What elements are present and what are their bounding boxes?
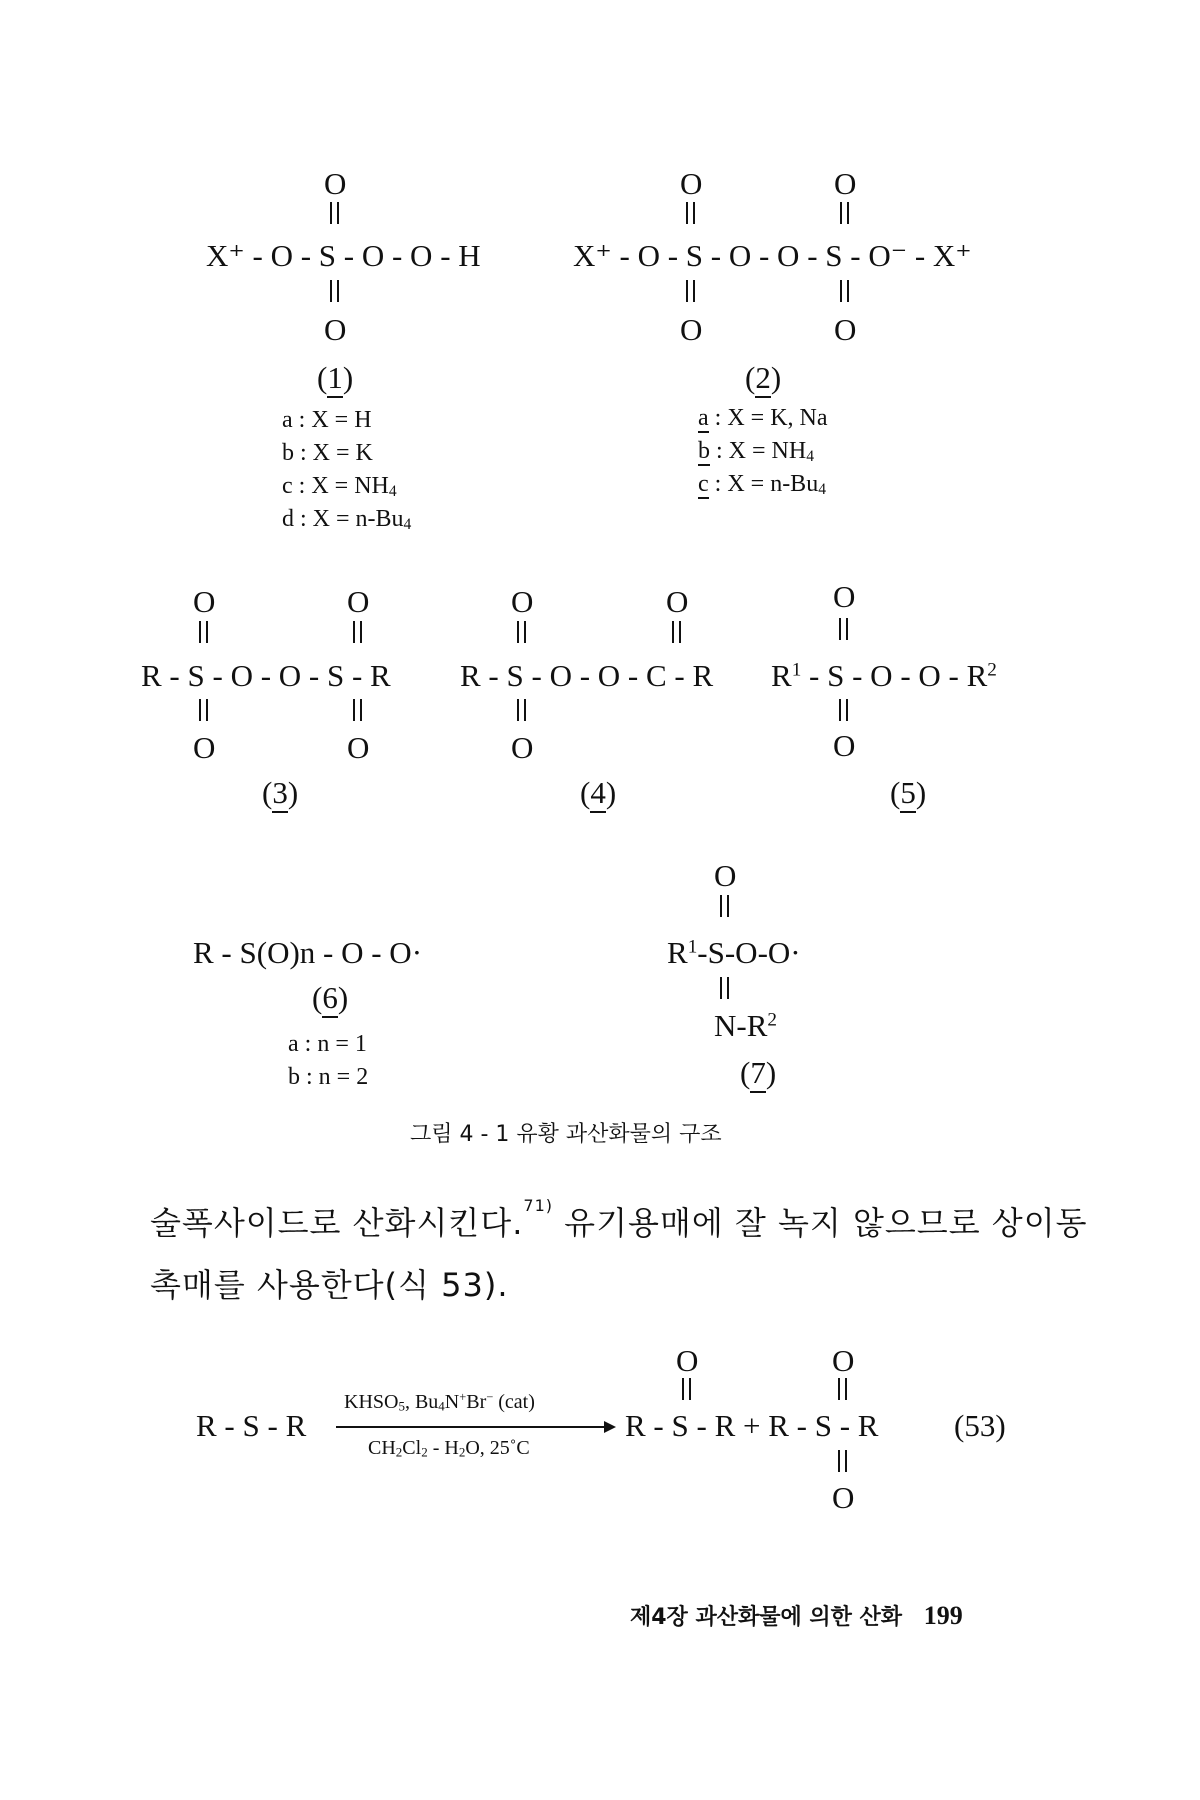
eq-condition-top: KHSO5, Bu4N+Br− (cat) [344, 1390, 535, 1414]
page-number: 199 [923, 1601, 963, 1630]
page-footer [630, 1600, 963, 1631]
s2-double-bond-top-1 [686, 202, 695, 224]
s7-compound-number: (7) [740, 1057, 776, 1088]
s1-variant-c: c : X = NH4 [282, 473, 397, 501]
reference-superscript: 71) [523, 1196, 553, 1215]
s2-double-bond-bottom-2 [840, 280, 849, 302]
eq-condition-bottom: CH2Cl2 - H2O, 25˚C [368, 1437, 530, 1460]
s6-variant-a: a : n = 1 [288, 1031, 367, 1057]
s1-variant-d: d : X = n-Bu4 [282, 506, 412, 534]
s5-double-bond-bottom [839, 699, 848, 721]
s3-double-bond-bottom-1 [199, 699, 208, 721]
s3-double-bond-top-1 [199, 621, 208, 643]
eq-product2-oxygen-top: O [832, 1343, 855, 1378]
s7-formula-line: $R^1-S-O-O\cdot$ [667, 935, 801, 970]
figure-caption: 그림 4 - 1 유황 과산화물의 구조 [410, 1122, 722, 1147]
s3-oxygen-bottom-2: O [347, 730, 370, 765]
s2-compound-number: (2) [745, 362, 781, 393]
s7-oxygen-top: O [714, 858, 737, 893]
s5-oxygen-top: O [833, 579, 856, 614]
s5-oxygen-bottom: O [833, 728, 856, 763]
s3-oxygen-bottom-1: O [193, 730, 216, 765]
s5-double-bond-top [839, 618, 848, 640]
equation-number: (53) [954, 1408, 1006, 1443]
eq-product1-oxygen-top: O [676, 1343, 699, 1378]
s1-oxygen-bottom: O [324, 312, 347, 347]
eq-reactant: R - S - R [196, 1408, 307, 1443]
eq-products: R - S - R + R - S - R [625, 1408, 879, 1443]
s2-double-bond-top-2 [840, 202, 849, 224]
s1-compound-number: (1) [317, 362, 353, 393]
s3-formula-line: R - S - O - O - S - R [141, 658, 391, 693]
s7-double-bond-bottom [720, 977, 729, 999]
s4-oxygen-top-2: O [666, 584, 689, 619]
s4-double-bond-top-2 [672, 621, 681, 643]
s4-formula-line: R - S - O - O - C - R [460, 658, 714, 693]
s2-variant-b: b : X = NH4 [698, 438, 814, 466]
chapter-title: 제4장 과산화물에 의한 산화 [630, 1605, 903, 1630]
s3-double-bond-top-2 [353, 621, 362, 643]
reaction-arrow-head [604, 1421, 616, 1433]
body-paragraph-line-2: 촉매를 사용한다(식 53). [150, 1266, 509, 1304]
eq-product1-double-bond [682, 1378, 691, 1400]
s2-variant-a: a : X = K, Na [698, 405, 828, 431]
s3-compound-number: (3) [262, 777, 298, 808]
s2-formula-line: X⁺ - O - S - O - O - S - O⁻ - X⁺ [573, 238, 972, 273]
s2-double-bond-bottom-1 [686, 280, 695, 302]
s7-double-bond-top [720, 895, 729, 917]
s2-oxygen-top-2: O [834, 166, 857, 201]
s6-compound-number: (6) [312, 982, 348, 1013]
s3-oxygen-top-1: O [193, 584, 216, 619]
s4-oxygen-bottom: O [511, 730, 534, 765]
s1-oxygen-top: O [324, 166, 347, 201]
s2-oxygen-bottom-1: O [680, 312, 703, 347]
s1-variant-b: b : X = K [282, 440, 373, 466]
s1-variant-a: a : X = H [282, 407, 372, 433]
s2-variant-c: c : X = n-Bu4 [698, 471, 826, 499]
s4-oxygen-top-1: O [511, 584, 534, 619]
s5-formula-line: $R^1$ - S - O - O - $R^2$ [771, 658, 997, 693]
s3-double-bond-bottom-2 [353, 699, 362, 721]
s1-formula-line: X⁺ - O - S - O - O - H [206, 238, 481, 273]
s2-oxygen-top-1: O [680, 166, 703, 201]
s6-formula-line: R - S(O)n - O - O· [193, 935, 423, 970]
eq-product2-double-bond-bottom [838, 1450, 847, 1472]
s4-compound-number: (4) [580, 777, 616, 808]
body-paragraph-line-1: 술폭사이드로 산화시킨다.$^{71)}$ 유기용매에 잘 녹지 않으므로 상이동 [150, 1196, 1088, 1242]
eq-product2-oxygen-bottom: O [832, 1480, 855, 1515]
reaction-arrow-shaft [336, 1426, 606, 1428]
s6-variant-b: b : n = 2 [288, 1064, 369, 1090]
s3-oxygen-top-2: O [347, 584, 370, 619]
s4-double-bond-top-1 [517, 621, 526, 643]
eq-product2-double-bond-top [838, 1378, 847, 1400]
s4-double-bond-bottom [517, 699, 526, 721]
s7-nitrogen-group: $N-R^2$ [714, 1008, 777, 1043]
s2-oxygen-bottom-2: O [834, 312, 857, 347]
s1-double-bond-bottom [330, 280, 339, 302]
s5-compound-number: (5) [890, 777, 926, 808]
s1-double-bond-top [330, 202, 339, 224]
